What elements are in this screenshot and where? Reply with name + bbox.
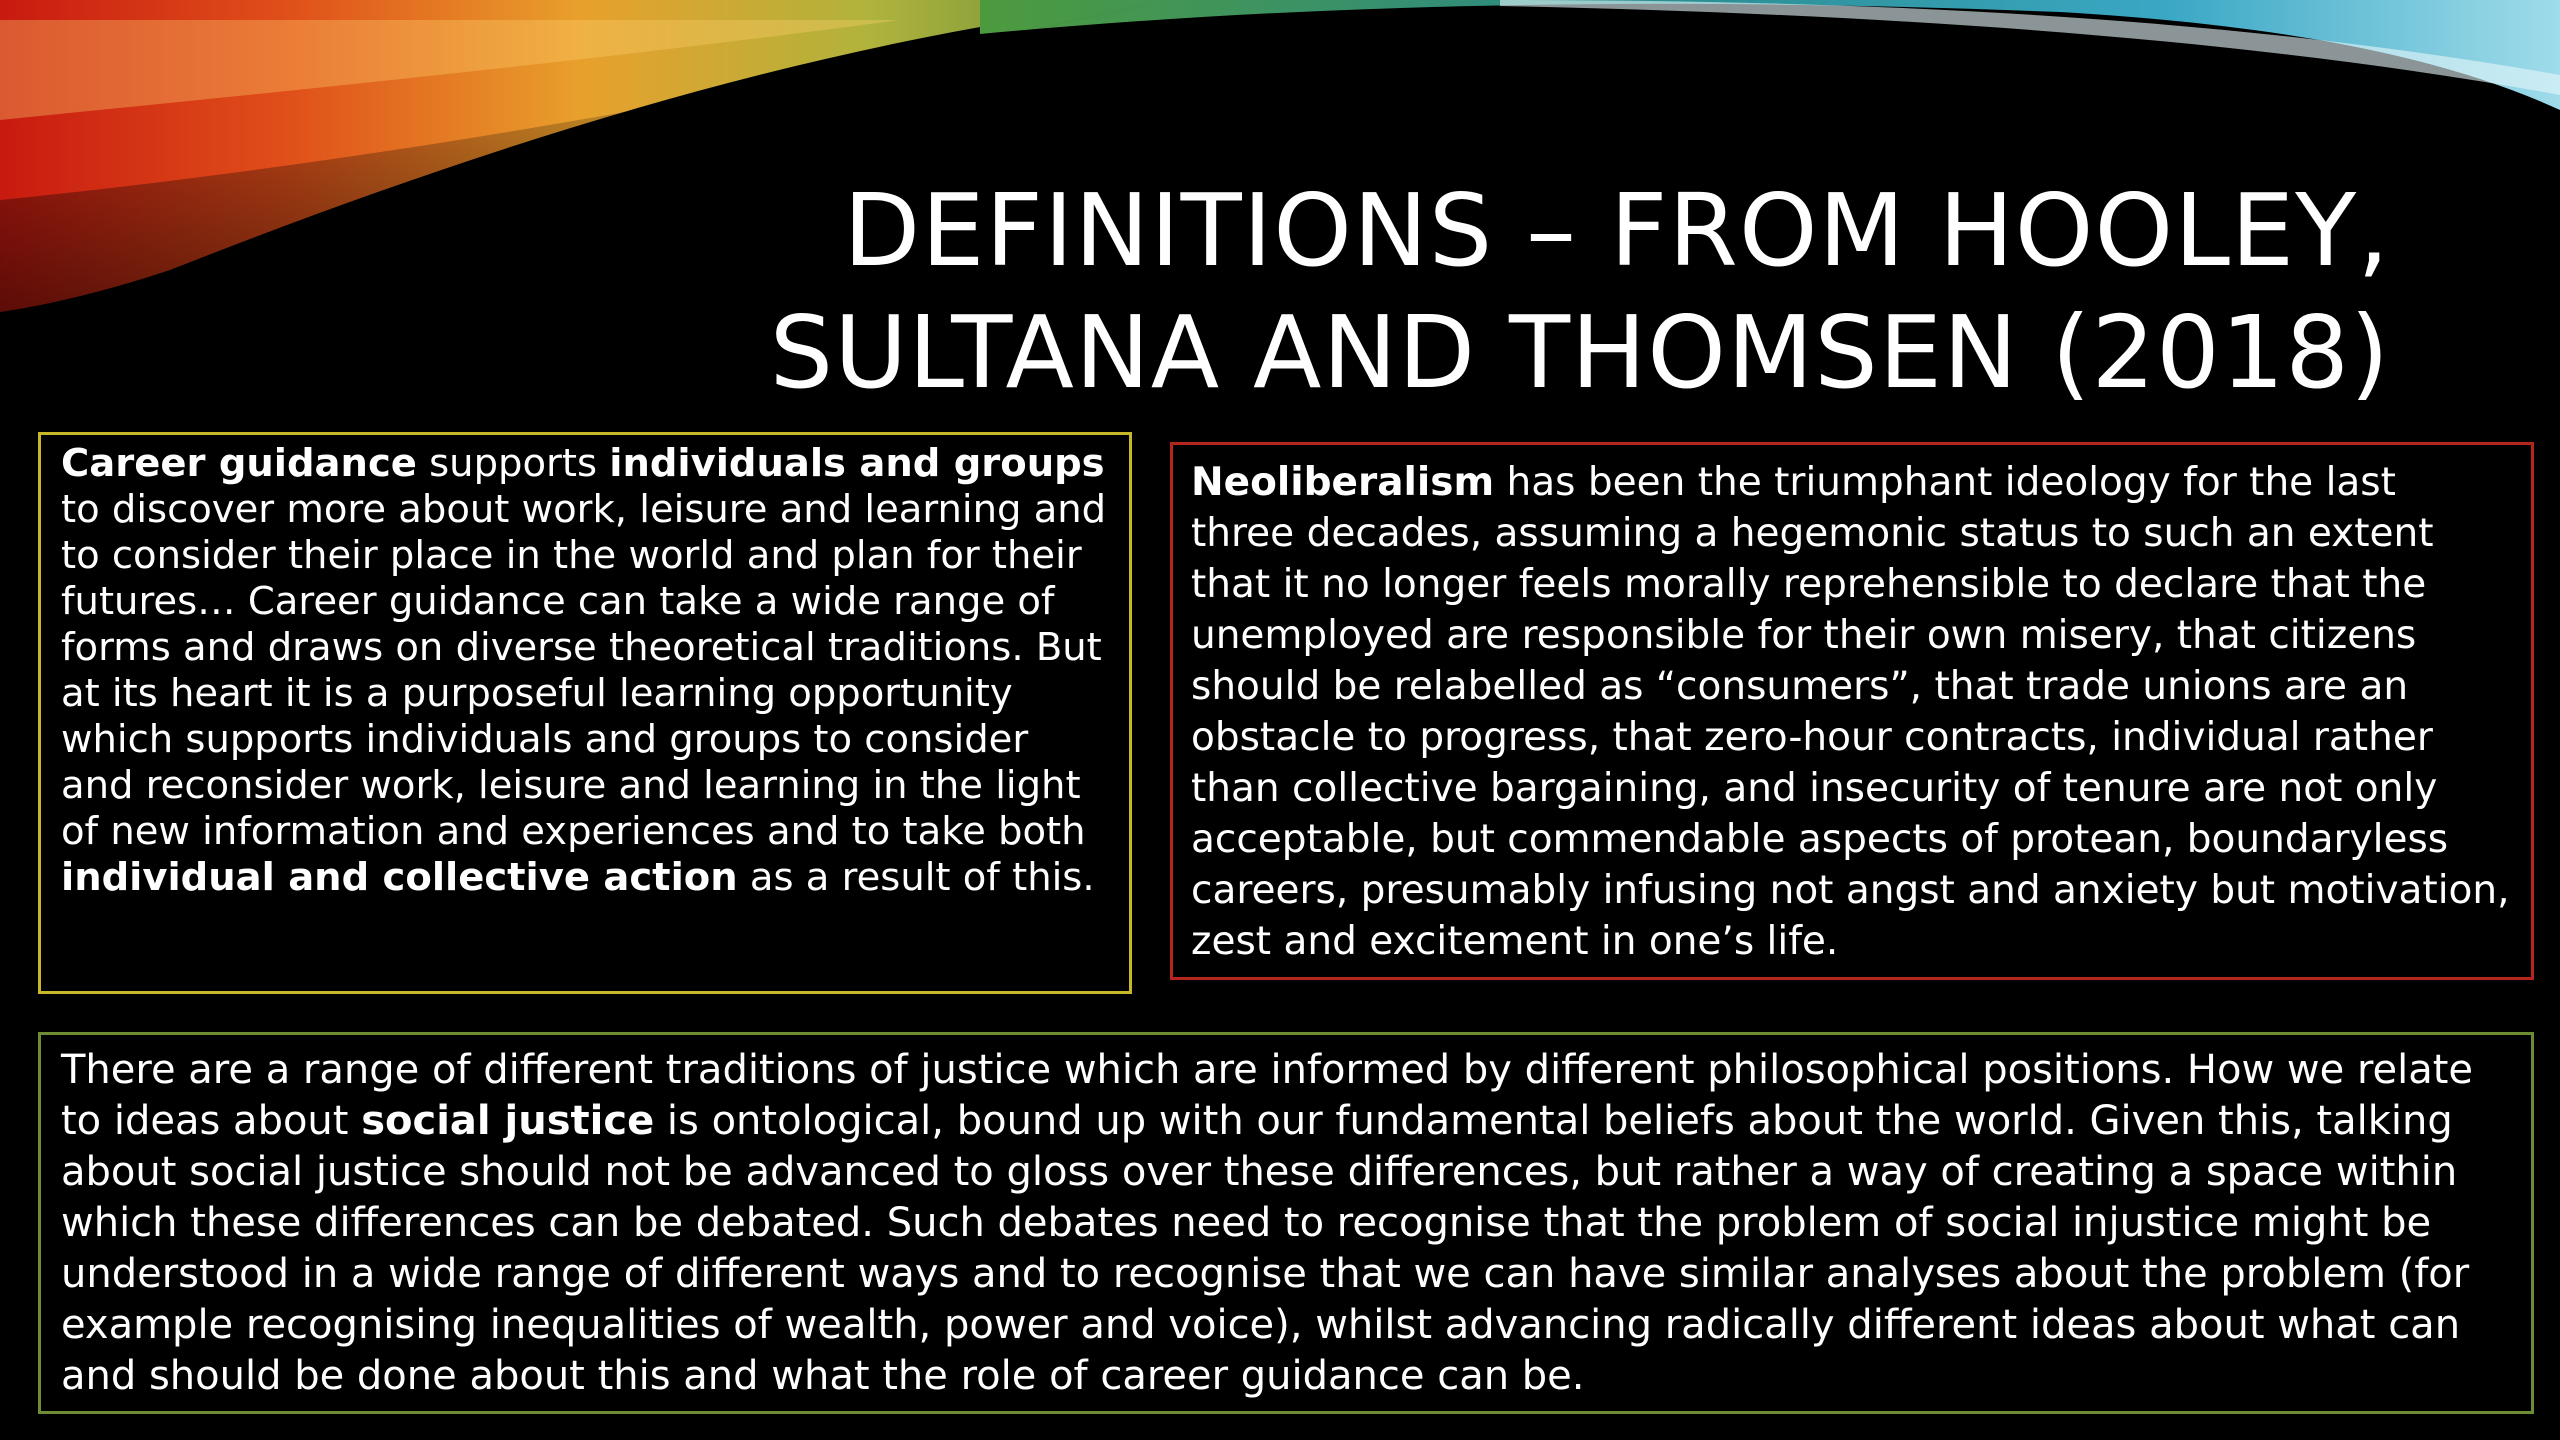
social-justice-definition-box xyxy=(38,1032,2534,1414)
neoliberalism-text: Neoliberalism has been the triumphant ideology for the last three decades, assuming a hegemonic status to such an extent that it no longer feels morally reprehensible to declare that the unemployed are responsible for their own misery, that citizens should be relabelled as “consumers”, that trade unions are an obstacle to progress, that zero-hour contracts, individual rather than collective bargaining, and insecurity of tenure are not only acceptable, but commendable aspects of protean, boundaryless careers, presumably infusing not angst and anxiety but motivation, zest and excitement in one’s life. xyxy=(1191,460,2510,964)
slide-title xyxy=(490,170,2390,414)
title-line-2: SULTANA AND THOMSEN (2018) xyxy=(769,294,2390,411)
neoliberalism-definition-box xyxy=(1170,442,2534,980)
career-guidance-definition-box xyxy=(38,432,1132,994)
title-line-1: DEFINITIONS – FROM HOOLEY, xyxy=(843,172,2390,289)
career-guidance-term: Career guidance xyxy=(61,441,417,486)
social-justice-text: There are a range of different traditions of justice which are informed by different philosophical positions. How we relate to ideas about social justice is ontological, bound up with our fundamental beliefs about the world. Given this, talking about social justice should not be advanced to gloss over these differences, but rather a way of creating a space within which these differences can be debated. Such debates need to recognise that the problem of social injustice might be understood in a wide range of different ways and to recognise that we can have similar analyses about the problem (for example recognising inequalities of wealth, power and voice), whilst advancing radically different ideas about what can and should be done about this and what the role of career guidance can be. xyxy=(61,1047,2474,1399)
career-guidance-text: Career guidance supports individuals and groups to discover more about work, leisure and learning and to consider their place in the world and plan for their futures… Career guidance can take a wide range of forms and draws on diverse theoretical traditions. But at its heart it is a purposeful learning opportunity which supports individuals and groups to consider and reconsider work, leisure and learning in the light of new information and experiences and to take both individual and collective action as a result of this. xyxy=(61,441,1107,900)
neoliberalism-term: Neoliberalism xyxy=(1191,460,1495,505)
social-justice-term: social justice xyxy=(361,1098,655,1144)
